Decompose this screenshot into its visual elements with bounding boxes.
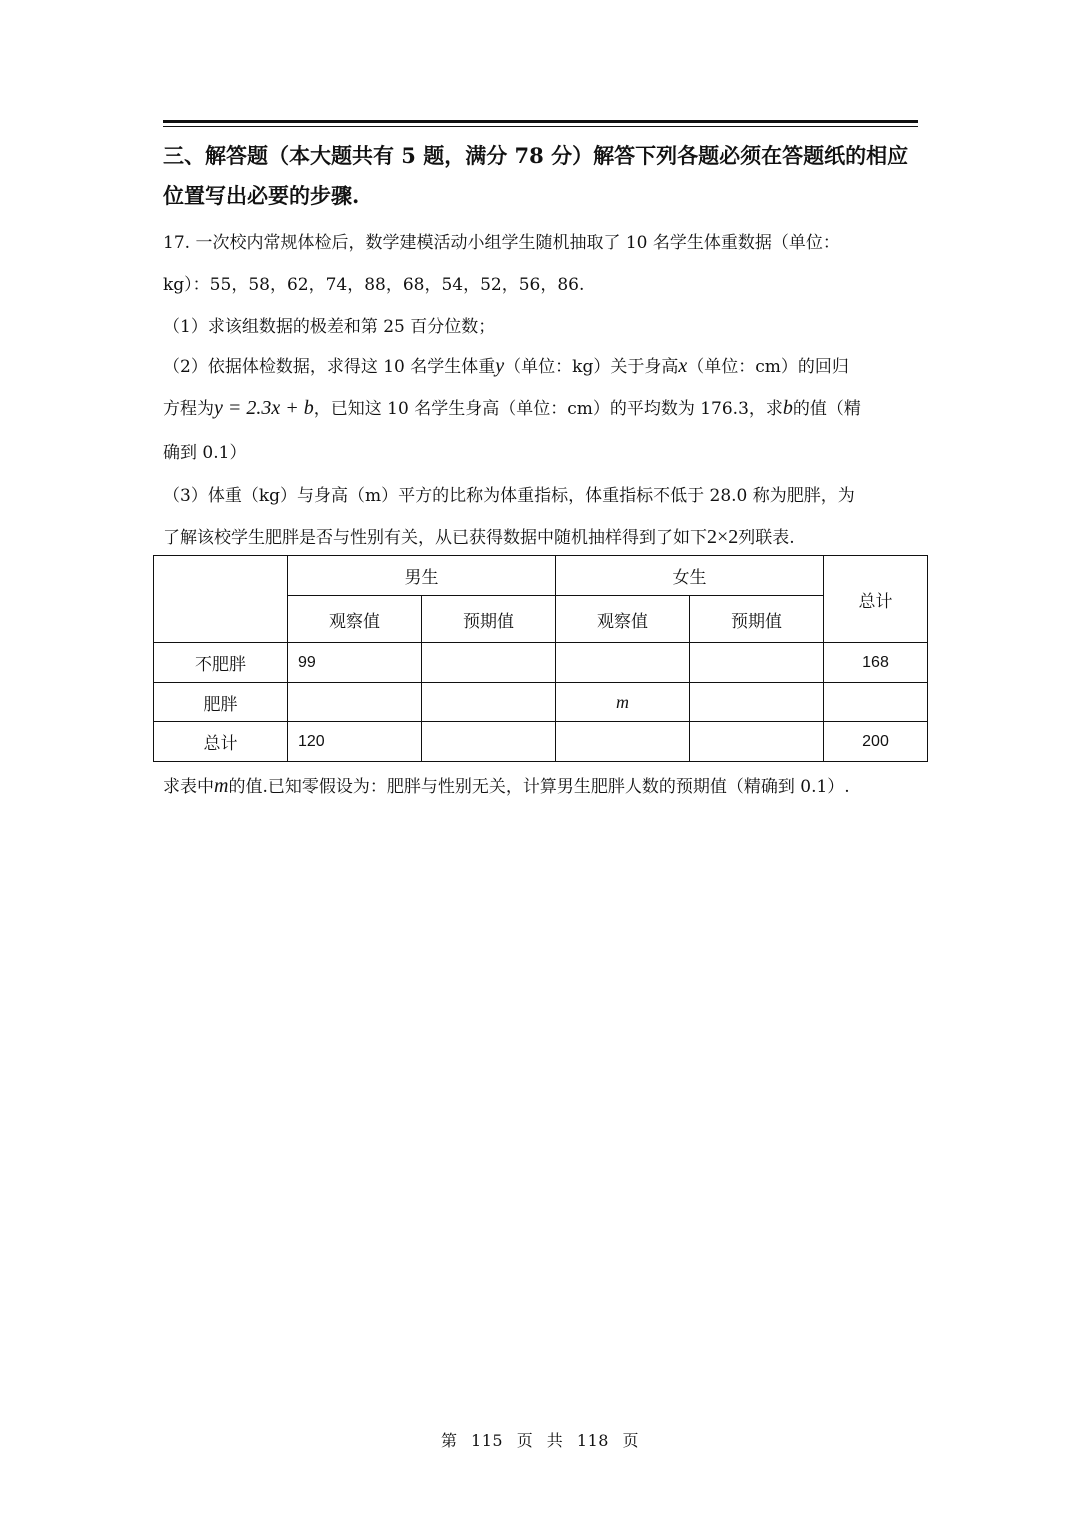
part2-text-a: （2）依据体检数据，求得这 10 名学生体重 [163,357,496,377]
var-m: m [214,775,229,797]
subheader-female-observed: 观察值 [556,596,690,643]
footer-mid1: 页 [516,1431,534,1450]
table-row [154,643,928,683]
cell-total [824,683,928,722]
question-part2-line2 [163,394,923,420]
cell-male-expected [422,643,556,683]
table-row [154,722,928,762]
question-part1: （1）求该组数据的极差和第 25 百分位数； [163,317,496,337]
cell-total: 200 [824,722,928,762]
question-final [163,772,923,798]
header-male: 男生 [288,556,556,596]
footer-suffix: 页 [622,1431,640,1450]
part3-text-b: 了解该校学生肥胖是否与性别有关，从已获得数据中随机抽样得到了如下 [163,528,707,548]
header-rule-thin [163,126,918,127]
table-dimension: 2×2 [707,526,739,548]
part2-text-c: （单位：cm）的回归 [687,357,849,377]
cell-female-observed [556,643,690,683]
section-heading-line2: 位置写出必要的步骤. [163,183,360,208]
cell-male-observed: 120 [288,722,422,762]
cell-total: 168 [824,643,928,683]
row-label: 不肥胖 [154,643,288,683]
question-part3-line1: （3）体重（kg）与身高（m）平方的比称为体重指标，体重指标不低于 28.0 称为肥胖，为 [163,486,855,506]
table-row [154,683,928,722]
header-female: 女生 [556,556,824,596]
cell-male-observed: 99 [288,643,422,683]
section-heading-line1: 三、解答题（本大题共有 5 题，满分 78 分）解答下列各题必须在答题纸的相应 [163,143,909,168]
question-data: kg）：55，58，62，74，88，68，54，52，56，86. [163,275,585,295]
cell-female-expected [690,722,824,762]
cell-male-observed [288,683,422,722]
question-part3-line2 [163,523,923,549]
var-b: b [782,397,793,419]
part2-text-e: ，已知这 10 名学生身高（单位：cm）的平均数为 176.3，求 [313,399,783,419]
cell-male-expected [422,683,556,722]
part2-text-b: （单位：kg）关于身高 [504,357,679,377]
cell-male-expected [422,722,556,762]
question-intro: 17. 一次校内常规体检后，数学建模活动小组学生随机抽取了 10 名学生体重数据（单位： [163,233,840,253]
subheader-male-observed: 观察值 [288,596,422,643]
footer-mid2: 共 [546,1431,564,1450]
part3-text-c: 列联表. [738,528,795,548]
page-footer [0,1428,1080,1451]
header-rule-thick [163,120,918,123]
footer-total-pages: 118 [576,1431,609,1450]
final-text-a: 求表中 [163,777,214,797]
cell-female-expected [690,683,824,722]
row-label: 肥胖 [154,683,288,722]
var-y: y [495,355,505,377]
header-total: 总计 [824,556,928,643]
cell-female-expected [690,643,824,683]
part2-text-d: 方程为 [163,399,214,419]
footer-current-page: 115 [471,1431,504,1450]
table-corner-cell [154,556,288,643]
subheader-male-expected: 预期值 [422,596,556,643]
regression-equation: y = 2.3x + b [214,397,314,419]
contingency-table [153,555,928,762]
cell-female-observed [556,722,690,762]
var-x: x [678,355,688,377]
cell-female-observed: m [556,683,690,722]
subheader-female-expected: 预期值 [690,596,824,643]
part2-text-f: 的值（精 [792,399,861,419]
question-part2-line3: 确到 0.1） [163,443,247,463]
footer-prefix: 第 [440,1431,458,1450]
question-part2-line1 [163,352,923,378]
final-text-b: 的值.已知零假设为：肥胖与性别无关，计算男生肥胖人数的预期值（精确到 0.1）. [228,777,850,797]
row-label: 总计 [154,722,288,762]
